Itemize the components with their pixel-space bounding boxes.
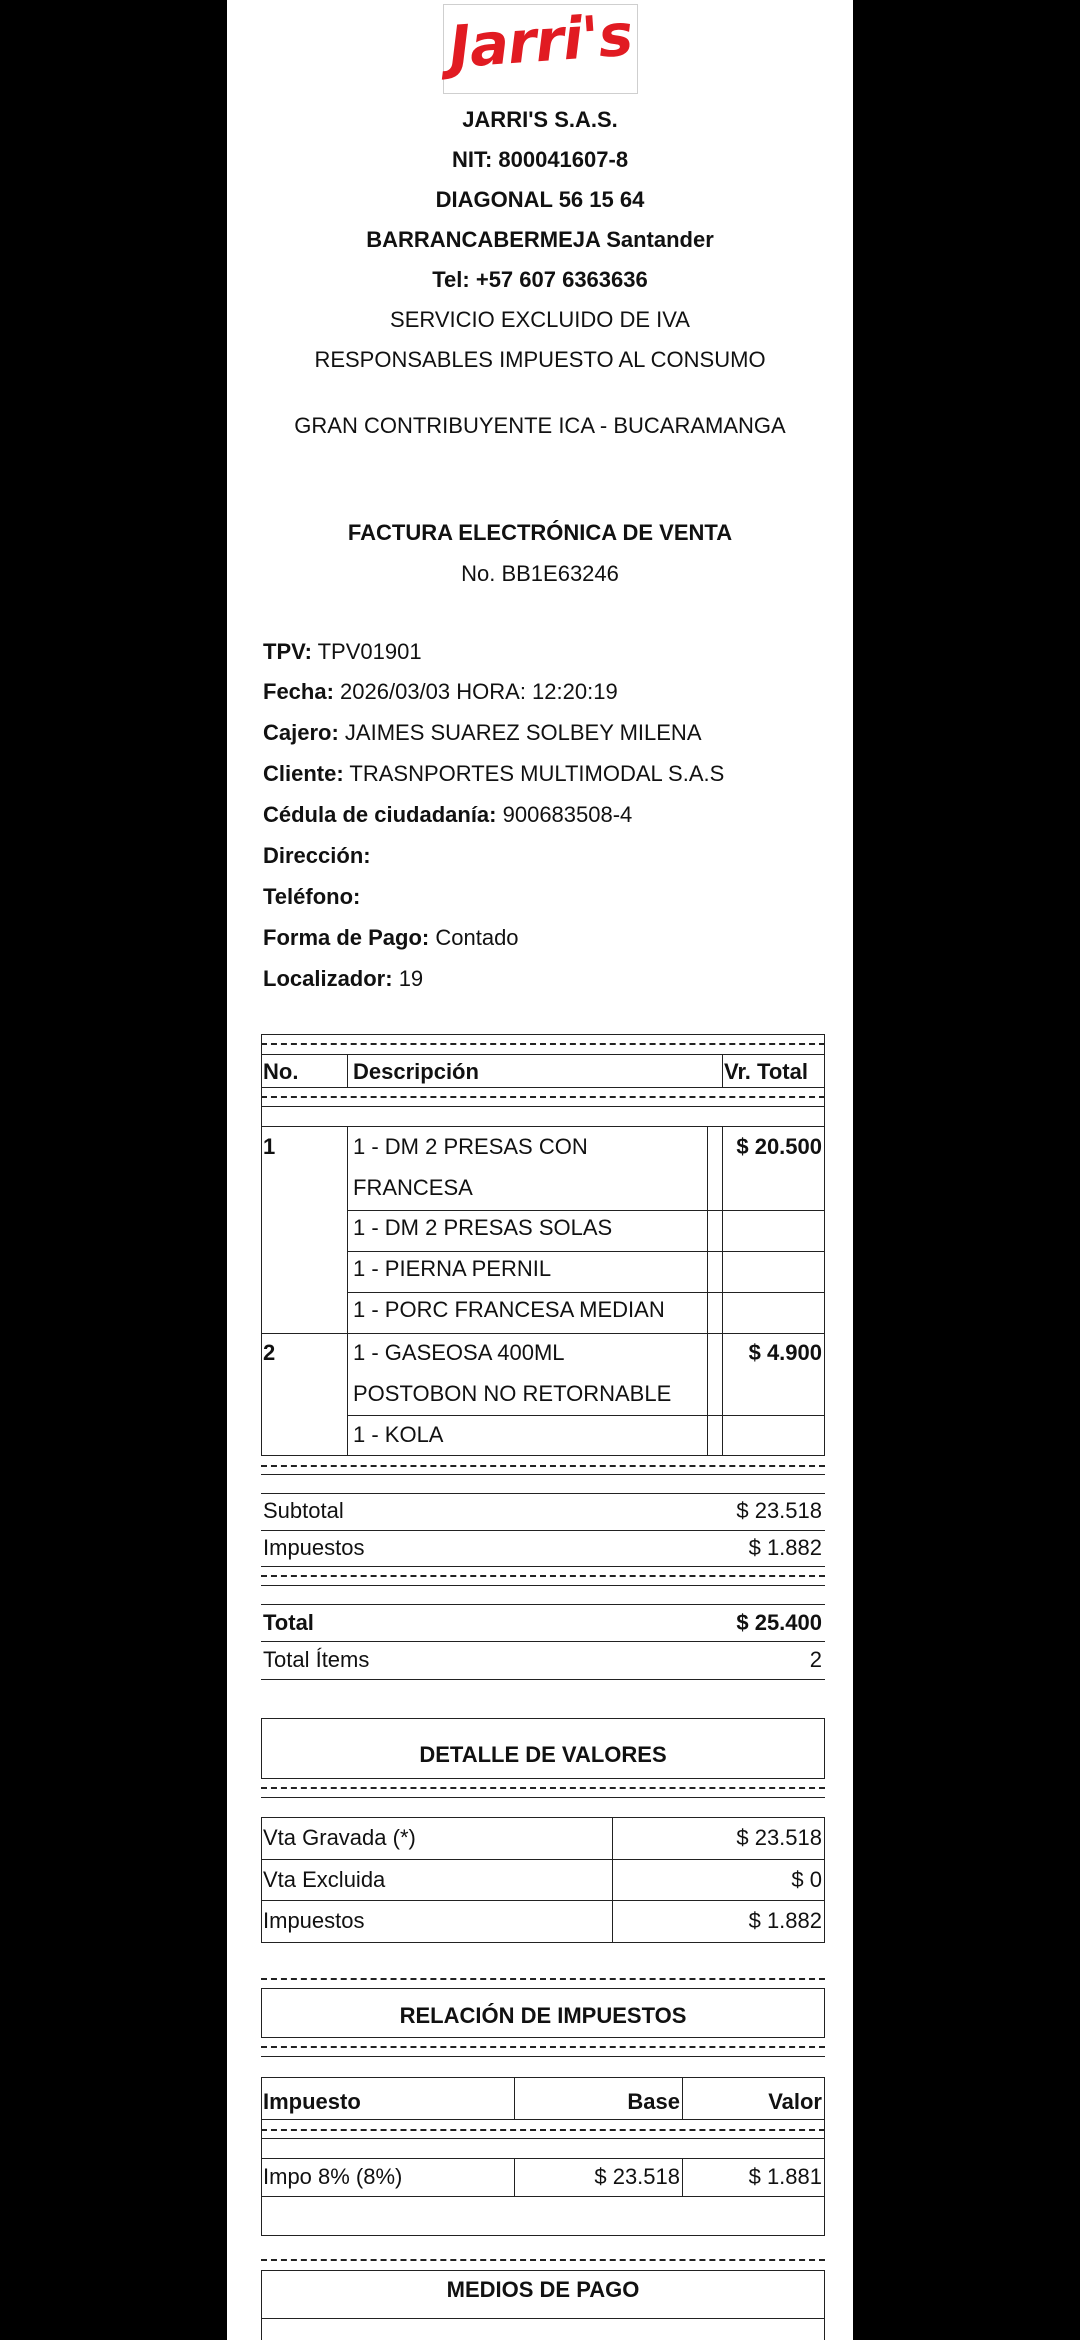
item-no: 1 [263,1134,276,1159]
col-header-total: Vr. Total [724,1059,808,1084]
company-phone: Tel: +57 607 6363636 [432,267,648,292]
detalle-value: $ 1.882 [748,1908,822,1933]
impuestos-value: $ 1.882 [748,1535,822,1560]
company-city: BARRANCABERMEJA Santander [366,227,714,252]
total-value: $ 25.400 [736,1610,822,1635]
subtotal-label: Subtotal [263,1498,344,1523]
brand-logo-text: Jarri's [446,0,635,82]
item-desc: 1 - DM 2 PRESAS CON [353,1134,588,1159]
relacion-valor: $ 1.881 [748,2164,822,2189]
info-row: Cajero: JAIMES SUAREZ SOLBEY MILENA [263,720,702,745]
item-total: $ 4.900 [748,1340,822,1365]
info-row: Cédula de ciudadanía: 900683508-4 [263,802,633,827]
invoice-number: No. BB1E63246 [461,561,619,586]
relacion-header-valor: Valor [768,2089,822,2114]
tax-note-2: RESPONSABLES IMPUESTO AL CONSUMO [314,347,766,372]
subtotal-value: $ 23.518 [736,1498,822,1523]
tax-note-1: SERVICIO EXCLUIDO DE IVA [390,307,690,332]
info-row: Cliente: TRASNPORTES MULTIMODAL S.A.S [263,761,725,786]
item-desc: 1 - KOLA [353,1422,444,1447]
col-header-no: No. [263,1059,299,1084]
relacion-header-base: Base [627,2089,680,2114]
company-nit: NIT: 800041607-8 [451,147,629,172]
item-desc: 1 - PORC FRANCESA MEDIAN [353,1297,665,1322]
medios-title: MEDIOS DE PAGO [446,2277,640,2302]
tax-note-3: GRAN CONTRIBUYENTE ICA - BUCARAMANGA [294,413,786,438]
total-items-label: Total Ítems [263,1647,370,1672]
total-items-value: 2 [809,1647,822,1672]
detalle-value: $ 23.518 [736,1825,822,1850]
detalle-label: Vta Excluida [263,1867,386,1892]
item-no: 2 [263,1340,276,1365]
relacion-impuesto: Impo 8% (8%) [263,2164,403,2189]
relacion-base: $ 23.518 [594,2164,680,2189]
relacion-title: RELACIÓN DE IMPUESTOS [399,2003,687,2028]
company-name: JARRI'S S.A.S. [462,107,618,132]
col-header-desc: Descripción [353,1059,479,1084]
item-total: $ 20.500 [736,1134,822,1159]
info-row: TPV: TPV01901 [263,639,422,664]
total-label: Total [263,1610,314,1635]
detalle-value: $ 0 [791,1867,822,1892]
brand-logo [443,0,638,94]
detalle-label: Impuestos [263,1908,365,1933]
item-desc: POSTOBON NO RETORNABLE [353,1381,672,1406]
detalle-title: DETALLE DE VALORES [419,1742,667,1767]
info-row: Teléfono: [263,884,361,909]
info-row: Fecha: 2026/03/03 HORA: 12:20:19 [263,679,618,704]
info-row: Localizador: 19 [263,966,424,991]
item-desc: FRANCESA [353,1175,473,1200]
detalle-label: Vta Gravada (*) [263,1825,416,1850]
item-desc: 1 - GASEOSA 400ML [353,1340,565,1365]
impuestos-label: Impuestos [263,1535,365,1560]
receipt [227,0,853,2340]
invoice-title: FACTURA ELECTRÓNICA DE VENTA [347,520,733,545]
item-desc: 1 - PIERNA PERNIL [353,1256,552,1281]
info-row: Forma de Pago: Contado [263,925,519,950]
info-row: Dirección: [263,843,371,868]
company-address: DIAGONAL 56 15 64 [435,187,645,212]
relacion-header-impuesto: Impuesto [263,2089,361,2114]
item-desc: 1 - DM 2 PRESAS SOLAS [353,1215,613,1240]
